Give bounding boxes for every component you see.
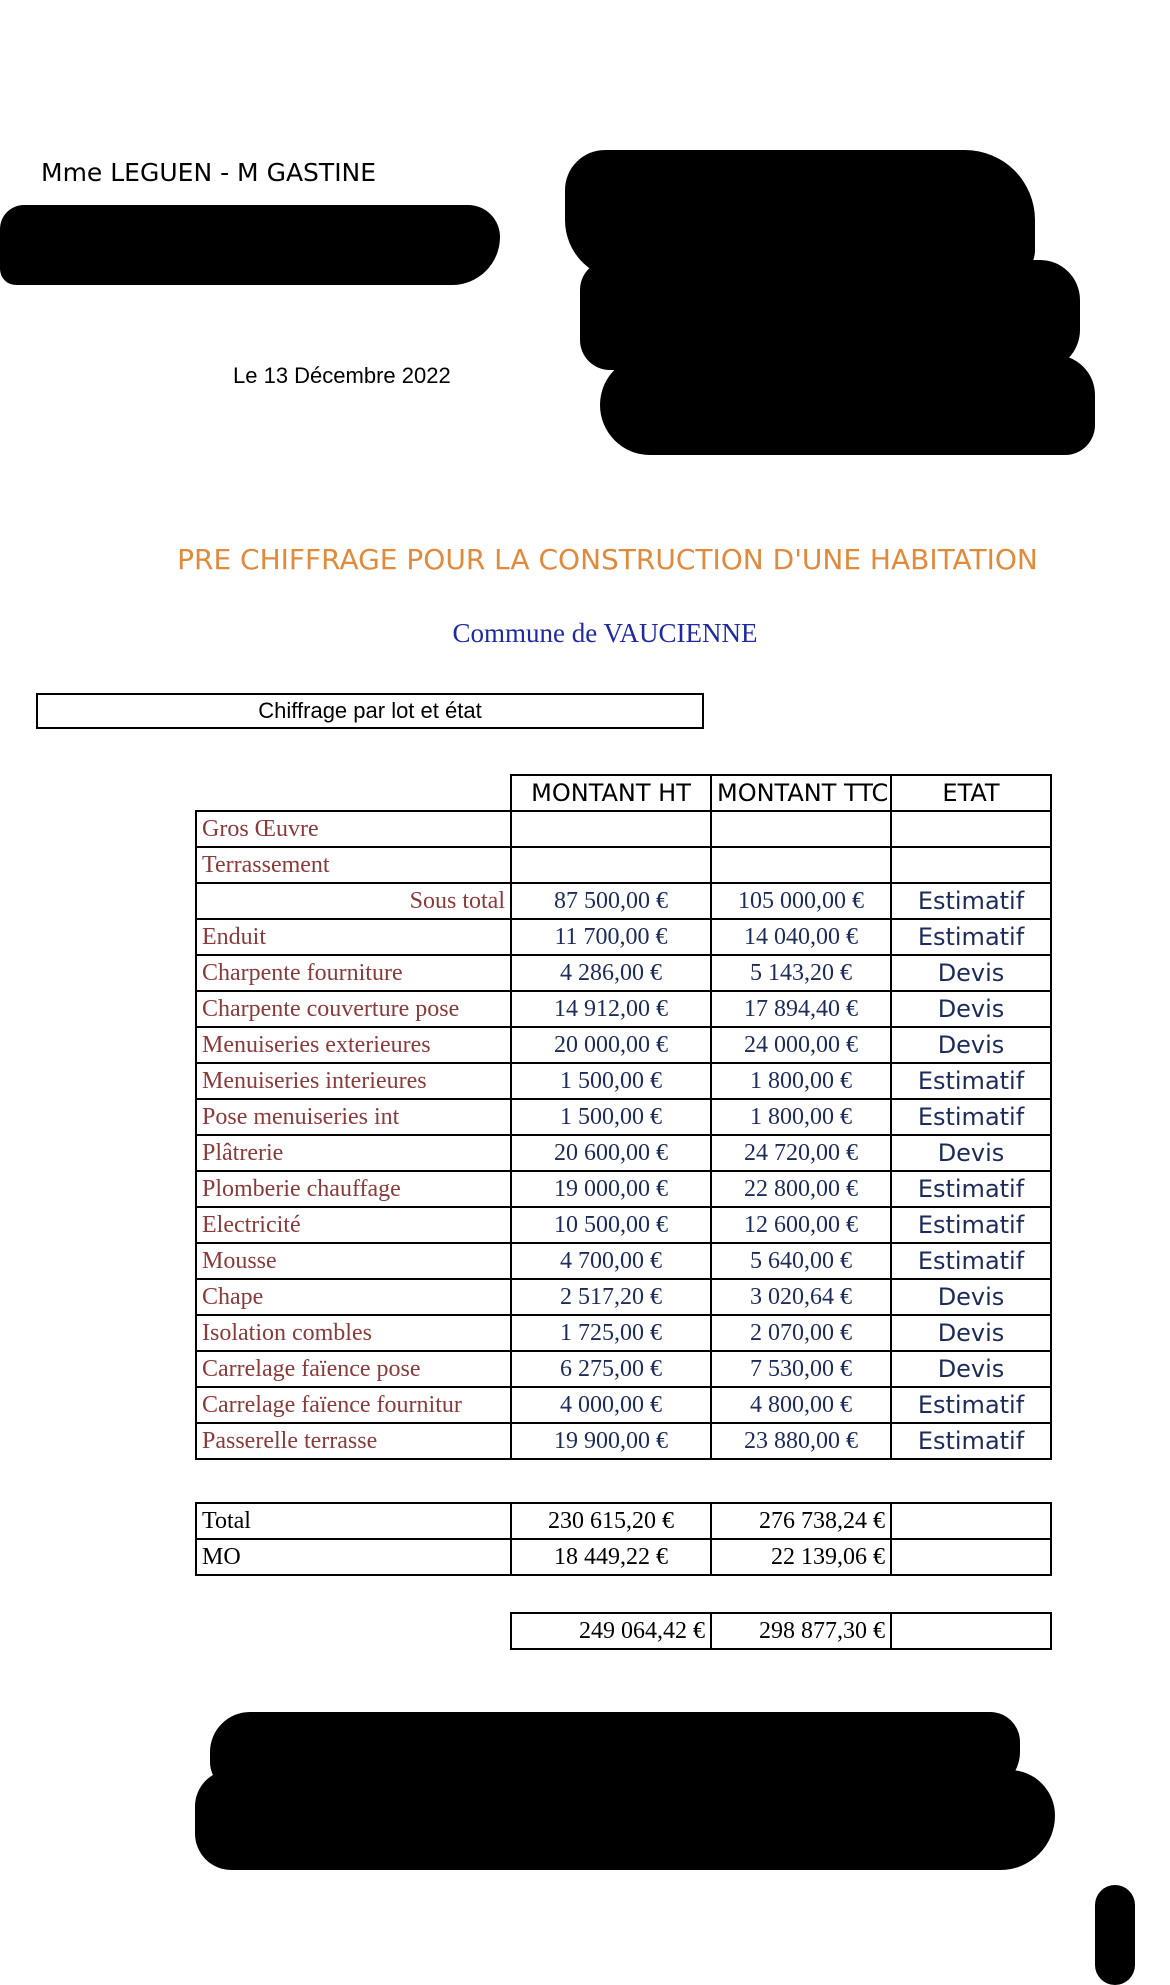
- redaction-mark-right: [600, 355, 1095, 455]
- etat-value: Estimatif: [891, 1243, 1051, 1279]
- grand-total-ttc: 298 877,30 €: [711, 1613, 891, 1649]
- amount-ht: 19 000,00 €: [511, 1171, 711, 1207]
- total-label: Total: [196, 1503, 511, 1539]
- total-ttc: 276 738,24 €: [711, 1503, 891, 1539]
- mo-ttc: 22 139,06 €: [711, 1539, 891, 1575]
- section-label: Chiffrage par lot et état: [36, 693, 704, 729]
- row-label: Enduit: [196, 919, 511, 955]
- table-row: [196, 1387, 1051, 1423]
- table-row: [196, 883, 1051, 919]
- etat-value: Devis: [891, 991, 1051, 1027]
- row-label: Gros Œuvre: [196, 811, 511, 847]
- etat-value: Estimatif: [891, 919, 1051, 955]
- etat-value: [891, 811, 1051, 847]
- row-label: Sous total: [196, 883, 511, 919]
- table-row: [196, 1279, 1051, 1315]
- amount-ht: 20 000,00 €: [511, 1027, 711, 1063]
- amount-ht: 1 725,00 €: [511, 1315, 711, 1351]
- redaction-mark-left: [0, 205, 500, 285]
- amount-ttc: 4 800,00 €: [711, 1387, 891, 1423]
- column-header-etat: ETAT: [891, 775, 1051, 811]
- amount-ttc: 5 143,20 €: [711, 955, 891, 991]
- amount-ht: 1 500,00 €: [511, 1099, 711, 1135]
- total-etat: [891, 1503, 1051, 1539]
- table-row: [196, 1243, 1051, 1279]
- row-label: Charpente couverture pose: [196, 991, 511, 1027]
- grand-total-ht: 249 064,42 €: [511, 1613, 711, 1649]
- amount-ttc: 1 800,00 €: [711, 1099, 891, 1135]
- cost-table: [195, 774, 1052, 1460]
- table-row: [196, 919, 1051, 955]
- total-row: [196, 1503, 1051, 1539]
- redaction-mark-footer: [195, 1770, 1055, 1870]
- row-label: Pose menuiseries int: [196, 1099, 511, 1135]
- etat-value: Devis: [891, 1351, 1051, 1387]
- redaction-mark-right: [580, 260, 1080, 370]
- etat-value: Estimatif: [891, 1171, 1051, 1207]
- row-label: Carrelage faïence pose: [196, 1351, 511, 1387]
- table-row: [196, 1351, 1051, 1387]
- amount-ht: 4 700,00 €: [511, 1243, 711, 1279]
- etat-value: Estimatif: [891, 1423, 1051, 1459]
- amount-ht: 87 500,00 €: [511, 883, 711, 919]
- row-label: Charpente fourniture: [196, 955, 511, 991]
- amount-ttc: 14 040,00 €: [711, 919, 891, 955]
- table-row: [196, 1171, 1051, 1207]
- amount-ttc: 7 530,00 €: [711, 1351, 891, 1387]
- mo-etat: [891, 1539, 1051, 1575]
- row-label: Carrelage faïence fournitur: [196, 1387, 511, 1423]
- totals-table: [195, 1502, 1052, 1576]
- table-row: [196, 1423, 1051, 1459]
- amount-ht: 11 700,00 €: [511, 919, 711, 955]
- amount-ht: 1 500,00 €: [511, 1063, 711, 1099]
- amount-ttc: 22 800,00 €: [711, 1171, 891, 1207]
- mo-label: MO: [196, 1539, 511, 1575]
- amount-ttc: [711, 811, 891, 847]
- etat-value: Devis: [891, 955, 1051, 991]
- amount-ht: 4 286,00 €: [511, 955, 711, 991]
- row-label: Menuiseries interieures: [196, 1063, 511, 1099]
- redaction-mark-corner: [1095, 1885, 1135, 1985]
- etat-value: Estimatif: [891, 1207, 1051, 1243]
- row-label: Chape: [196, 1279, 511, 1315]
- row-label: Mousse: [196, 1243, 511, 1279]
- amount-ht: 4 000,00 €: [511, 1387, 711, 1423]
- grand-total-table: [510, 1612, 1052, 1650]
- amount-ht: 14 912,00 €: [511, 991, 711, 1027]
- table-row: [196, 991, 1051, 1027]
- commune-name: Commune de VAUCIENNE: [452, 618, 758, 648]
- amount-ttc: 23 880,00 €: [711, 1423, 891, 1459]
- etat-value: [891, 847, 1051, 883]
- amount-ttc: 105 000,00 €: [711, 883, 891, 919]
- etat-value: Devis: [891, 1027, 1051, 1063]
- table-row: [196, 811, 1051, 847]
- etat-value: Estimatif: [891, 883, 1051, 919]
- amount-ht: 6 275,00 €: [511, 1351, 711, 1387]
- document-date: Le 13 Décembre 2022: [233, 363, 451, 388]
- row-label: Passerelle terrasse: [196, 1423, 511, 1459]
- etat-value: Estimatif: [891, 1099, 1051, 1135]
- amount-ht: [511, 847, 711, 883]
- client-name: Mme LEGUEN - M GASTINE: [41, 158, 377, 187]
- row-label: Plomberie chauffage: [196, 1171, 511, 1207]
- etat-value: Devis: [891, 1279, 1051, 1315]
- mo-ht: 18 449,22 €: [511, 1539, 711, 1575]
- total-ht: 230 615,20 €: [511, 1503, 711, 1539]
- etat-value: Estimatif: [891, 1387, 1051, 1423]
- row-label: Terrassement: [196, 847, 511, 883]
- amount-ttc: 1 800,00 €: [711, 1063, 891, 1099]
- mo-row: [196, 1539, 1051, 1575]
- table-row: [196, 1207, 1051, 1243]
- row-label: Plâtrerie: [196, 1135, 511, 1171]
- amount-ttc: 24 720,00 €: [711, 1135, 891, 1171]
- document-title: PRE CHIFFRAGE POUR LA CONSTRUCTION D'UNE HABITATION: [177, 543, 1038, 576]
- etat-value: Devis: [891, 1135, 1051, 1171]
- amount-ht: 2 517,20 €: [511, 1279, 711, 1315]
- table-row: [196, 1135, 1051, 1171]
- amount-ht: 19 900,00 €: [511, 1423, 711, 1459]
- amount-ht: [511, 811, 711, 847]
- row-label: Isolation combles: [196, 1315, 511, 1351]
- column-header-ht: MONTANT HT: [511, 775, 711, 811]
- column-header-ttc: MONTANT TTC: [711, 775, 891, 811]
- amount-ttc: 3 020,64 €: [711, 1279, 891, 1315]
- amount-ttc: 5 640,00 €: [711, 1243, 891, 1279]
- amount-ht: 10 500,00 €: [511, 1207, 711, 1243]
- table-row: [196, 955, 1051, 991]
- row-label: Electricité: [196, 1207, 511, 1243]
- table-row: [196, 1315, 1051, 1351]
- table-header-row: [196, 775, 1051, 811]
- table-row: [196, 1099, 1051, 1135]
- amount-ttc: 24 000,00 €: [711, 1027, 891, 1063]
- etat-value: Estimatif: [891, 1063, 1051, 1099]
- amount-ttc: 17 894,40 €: [711, 991, 891, 1027]
- grand-total-etat: [891, 1613, 1051, 1649]
- etat-value: Devis: [891, 1315, 1051, 1351]
- amount-ttc: 2 070,00 €: [711, 1315, 891, 1351]
- amount-ttc: [711, 847, 891, 883]
- row-label: Menuiseries exterieures: [196, 1027, 511, 1063]
- amount-ttc: 12 600,00 €: [711, 1207, 891, 1243]
- table-row: [196, 1063, 1051, 1099]
- table-row: [196, 1027, 1051, 1063]
- grand-total-row: [511, 1613, 1051, 1649]
- table-row: [196, 847, 1051, 883]
- amount-ht: 20 600,00 €: [511, 1135, 711, 1171]
